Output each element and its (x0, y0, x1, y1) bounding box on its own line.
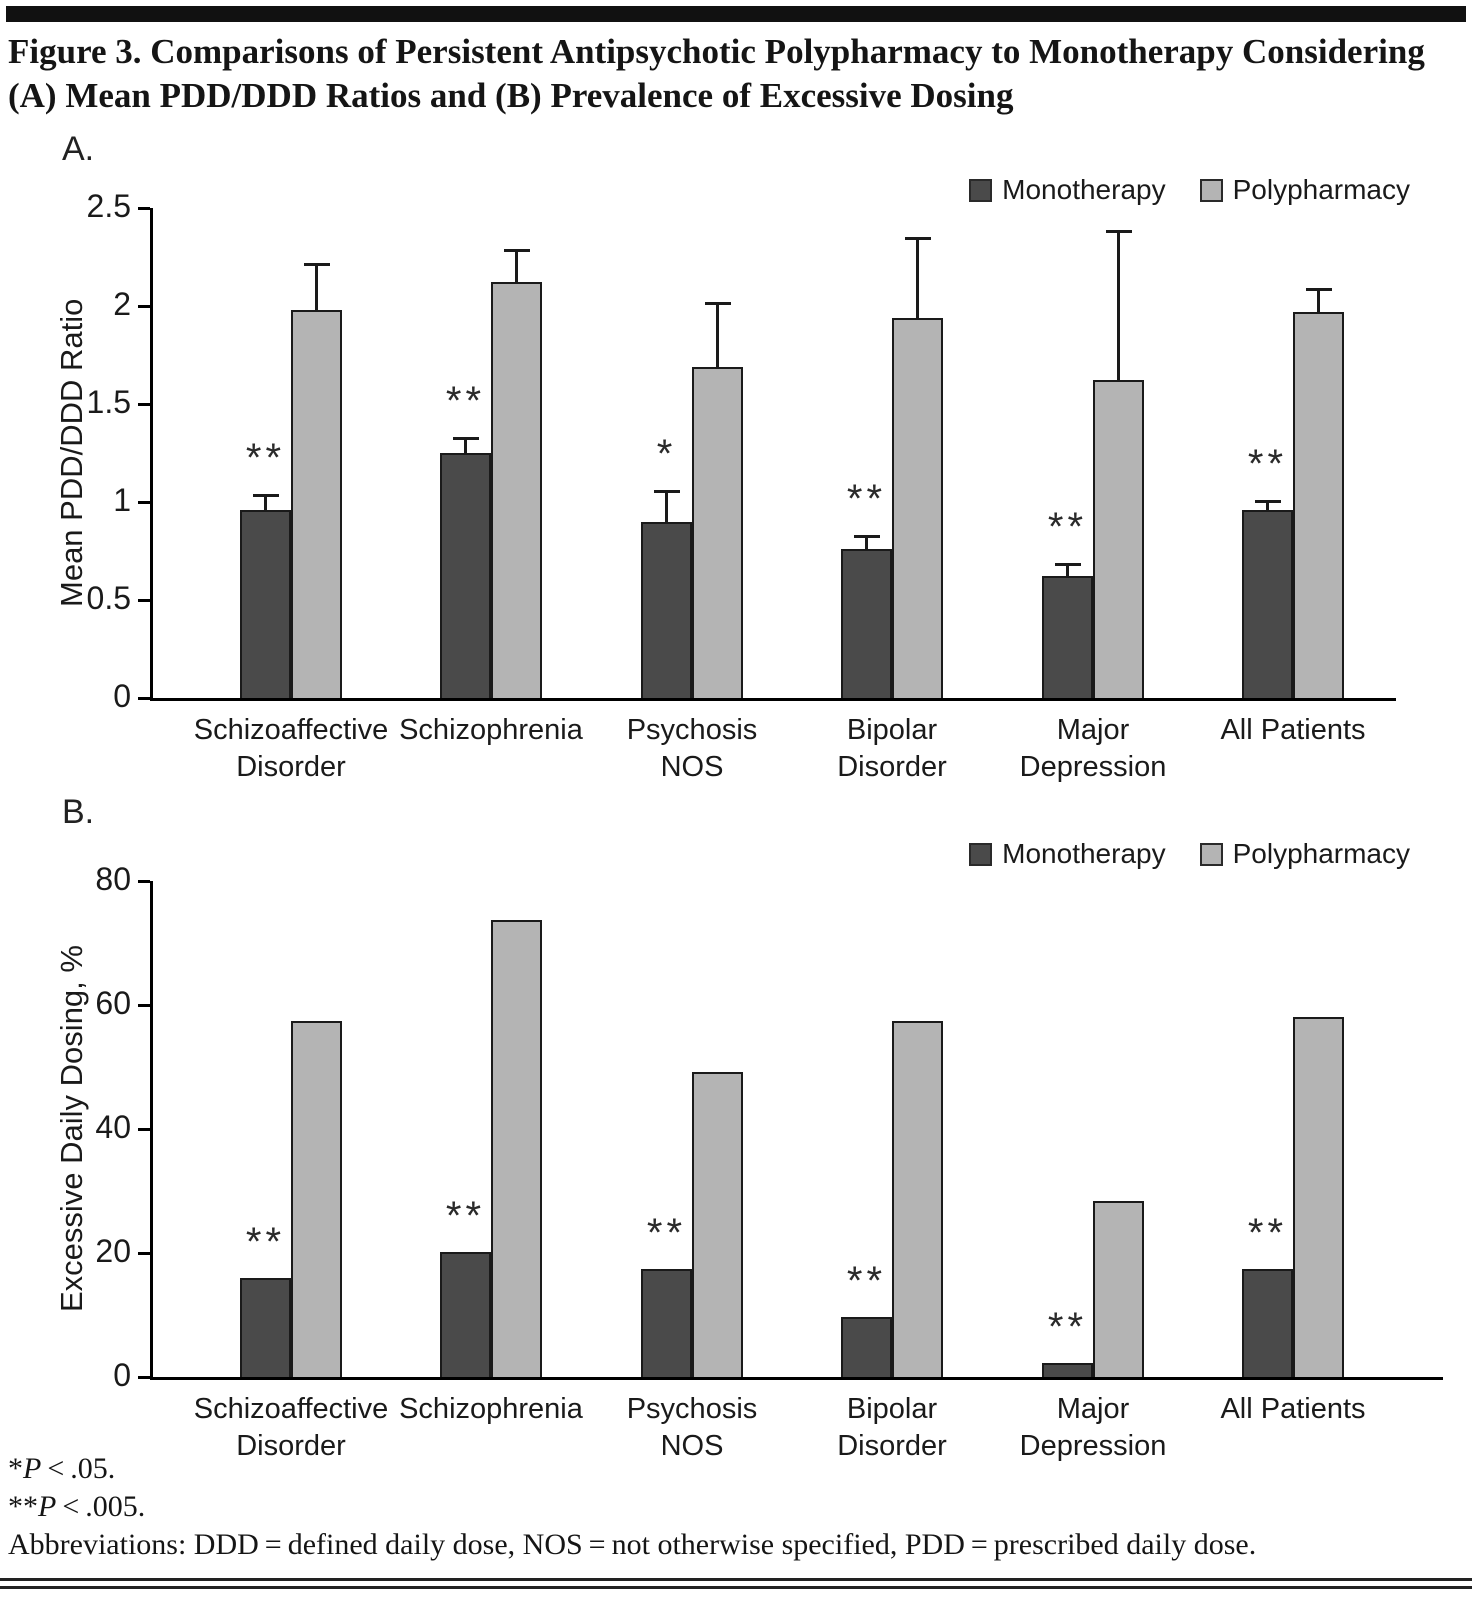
bar-monotherapy-bipolar-disorder (841, 1317, 892, 1377)
bar-monotherapy-psychosis-nos (641, 1269, 692, 1377)
error-cap-monotherapy-all-patients (1255, 500, 1281, 503)
bar-polypharmacy-all-patients (1293, 1017, 1344, 1377)
panel-b-y-axis-title: Excessive Daily Dosing, % (54, 945, 89, 1313)
panel-a-yticklabel-1: 1 (113, 482, 131, 518)
panel-b-ytick-40 (138, 1128, 150, 1131)
legend-swatch-monotherapy (969, 179, 992, 202)
panel-a-yticklabel-1.5: 1.5 (86, 384, 131, 420)
bar-monotherapy-schizoaffective-disorder (240, 510, 291, 698)
bar-monotherapy-bipolar-disorder (841, 549, 892, 698)
panel-a-yticklabel-0.5: 0.5 (86, 580, 131, 616)
xlabel-schizophrenia-line1: Schizophrenia (399, 1393, 583, 1425)
error-cap-polypharmacy-major-depression (1106, 230, 1132, 233)
error-cap-polypharmacy-all-patients (1306, 288, 1332, 291)
xlabel-bipolar-disorder-line1: Bipolar (846, 714, 938, 746)
panel-b-plot-area (95, 861, 1443, 1463)
xlabel-psychosis-nos-line2: NOS (660, 751, 724, 784)
error-cap-monotherapy-schizophrenia (453, 437, 479, 440)
xlabel-psychosis-nos-line1: Psychosis (626, 714, 758, 746)
significance-psychosis-nos: ** (646, 1211, 687, 1256)
footnote-p-05 (8, 1452, 115, 1486)
legend-item-polypharmacy (1200, 174, 1410, 206)
panel-a-ytick-0.5 (138, 599, 150, 602)
xlabel-psychosis-nos-line2: NOS (660, 1430, 724, 1463)
bar-monotherapy-major-depression (1042, 576, 1093, 698)
panel-b-letter: B. (62, 793, 95, 831)
xlabel-major-depression-line2: Depression (1019, 751, 1167, 784)
significance-bipolar-disorder: ** (846, 1258, 887, 1303)
panel-b-yticklabel-80: 80 (95, 861, 131, 897)
footnote-p-005 (8, 1490, 145, 1524)
xlabel-bipolar-disorder-line2: Disorder (837, 1430, 947, 1463)
footnote-2-p: P (38, 1490, 57, 1523)
panel-a-ytick-2 (138, 305, 150, 308)
xlabel-all-patients (1175, 712, 1411, 749)
legend-item-monotherapy (969, 174, 1165, 206)
xlabel-schizoaffective-disorder-line2: Disorder (236, 751, 346, 784)
bar-monotherapy-psychosis-nos (641, 522, 692, 698)
error-bar-polypharmacy-schizophrenia (515, 249, 518, 282)
legend-label-polypharmacy: Polypharmacy (1232, 174, 1410, 205)
footnote-2-rest: < .005. (56, 1490, 146, 1523)
bar-monotherapy-all-patients (1242, 1269, 1293, 1378)
bar-monotherapy-all-patients (1242, 510, 1293, 698)
xlabel-schizoaffective-disorder-line1: Schizoaffective (193, 714, 389, 746)
error-cap-polypharmacy-schizoaffective-disorder (304, 263, 330, 266)
significance-all-patients: ** (1247, 1210, 1288, 1255)
error-bar-polypharmacy-bipolar-disorder (916, 237, 919, 317)
top-rule (6, 6, 1466, 22)
bar-polypharmacy-schizoaffective-disorder (291, 310, 342, 698)
footnote-1-stars: * (8, 1452, 23, 1485)
panel-b-ytick-80 (138, 880, 150, 883)
error-cap-monotherapy-schizoaffective-disorder (253, 494, 279, 497)
bar-polypharmacy-all-patients (1293, 312, 1344, 698)
error-bar-polypharmacy-schizoaffective-disorder (315, 263, 318, 310)
legend-label-polypharmacy: Polypharmacy (1232, 838, 1410, 869)
error-bar-polypharmacy-all-patients (1317, 288, 1320, 312)
panel-a-legend (969, 174, 1410, 206)
figure-title (8, 30, 1468, 118)
error-bar-polypharmacy-major-depression (1117, 230, 1120, 381)
bottom-rule-upper (0, 1578, 1472, 1581)
bar-polypharmacy-psychosis-nos (692, 367, 743, 698)
bar-polypharmacy-schizophrenia (491, 282, 542, 698)
error-bar-monotherapy-psychosis-nos (665, 490, 668, 521)
figure-title-line1: Figure 3. Comparisons of Persistent Antipsychotic Polypharmacy to Monotherapy Considering (8, 32, 1425, 71)
panel-a-yticklabel-2.5: 2.5 (86, 188, 131, 224)
panel-a-ytick-1 (138, 501, 150, 504)
xlabel-bipolar-disorder-line1: Bipolar (846, 1393, 938, 1425)
bar-polypharmacy-bipolar-disorder (892, 1021, 943, 1377)
error-cap-monotherapy-major-depression (1055, 563, 1081, 566)
significance-schizophrenia: ** (445, 1193, 486, 1238)
xlabel-schizophrenia-line1: Schizophrenia (399, 714, 583, 746)
error-cap-polypharmacy-schizophrenia (504, 249, 530, 252)
legend-label-monotherapy: Monotherapy (1002, 838, 1166, 869)
panel-a-y-axis-title: Mean PDD/DDD Ratio (54, 298, 89, 608)
significance-major-depression: ** (1047, 504, 1088, 549)
xlabel-major-depression-line2: Depression (1019, 1430, 1167, 1463)
xlabel-all-patients-line1: All Patients (1220, 714, 1366, 746)
significance-bipolar-disorder: ** (846, 477, 887, 522)
panel-b-ytick-0 (138, 1376, 150, 1379)
legend-swatch-polypharmacy (1200, 843, 1223, 866)
footnote-1-p: P (23, 1452, 42, 1485)
panel-b-yticklabel-40: 40 (95, 1109, 131, 1145)
footnote-1-rest: < .05. (41, 1452, 116, 1485)
xlabel-all-patients-line1: All Patients (1220, 1393, 1366, 1425)
bar-monotherapy-schizophrenia (440, 1252, 491, 1377)
error-cap-monotherapy-psychosis-nos (654, 490, 680, 493)
panel-a-ytick-0 (138, 697, 150, 700)
panel-a-yticklabel-2: 2 (113, 286, 131, 322)
legend-swatch-polypharmacy (1200, 179, 1223, 202)
panel-b-yticklabel-20: 20 (95, 1233, 131, 1269)
bar-monotherapy-schizoaffective-disorder (240, 1278, 291, 1377)
panel-a-ytick-2.5 (138, 207, 150, 210)
significance-major-depression: ** (1047, 1304, 1088, 1349)
panel-b-yticklabel-0: 0 (113, 1357, 131, 1393)
significance-schizoaffective-disorder: ** (245, 436, 286, 481)
panel-b-legend (969, 838, 1410, 870)
footnote-abbreviations: Abbreviations: DDD = defined daily dose, NOS = not otherwise specified, PDD = prescribed daily dose. (8, 1528, 1257, 1561)
panel-a-yticklabel-0: 0 (113, 678, 131, 714)
significance-schizoaffective-disorder: ** (245, 1219, 286, 1264)
xlabel-major-depression-line1: Major (1056, 714, 1130, 746)
panel-a-ytick-1.5 (138, 403, 150, 406)
xlabel-schizoaffective-disorder-line2: Disorder (236, 1430, 346, 1463)
panel-b-ytick-20 (138, 1252, 150, 1255)
legend-label-monotherapy: Monotherapy (1002, 174, 1166, 205)
figure-title-line2: (A) Mean PDD/DDD Ratios and (B) Prevalence of Excessive Dosing (8, 76, 1014, 116)
error-cap-polypharmacy-bipolar-disorder (905, 237, 931, 240)
significance-schizophrenia: ** (445, 379, 486, 424)
bottom-rule-lower (0, 1586, 1472, 1589)
error-bar-polypharmacy-psychosis-nos (716, 302, 719, 367)
xlabel-schizoaffective-disorder-line1: Schizoaffective (193, 1393, 389, 1425)
xlabel-psychosis-nos-line1: Psychosis (626, 1393, 758, 1425)
footnote-2-stars: ** (8, 1490, 38, 1523)
bar-monotherapy-schizophrenia (440, 453, 491, 698)
panel-a-letter: A. (62, 130, 95, 168)
significance-psychosis-nos: * (656, 432, 677, 477)
bar-monotherapy-major-depression (1042, 1363, 1093, 1377)
panel-b-ytick-60 (138, 1004, 150, 1007)
xlabel-bipolar-disorder-line2: Disorder (837, 751, 947, 784)
error-cap-monotherapy-bipolar-disorder (854, 535, 880, 538)
bar-polypharmacy-schizoaffective-disorder (291, 1021, 342, 1378)
xlabel-all-patients (1175, 1391, 1411, 1428)
legend-item-polypharmacy (1200, 838, 1410, 870)
panel-b-yticklabel-60: 60 (95, 985, 131, 1021)
error-cap-polypharmacy-psychosis-nos (705, 302, 731, 305)
bar-polypharmacy-schizophrenia (491, 920, 542, 1377)
legend-swatch-monotherapy (969, 843, 992, 866)
significance-all-patients: ** (1247, 442, 1288, 487)
xlabel-major-depression-line1: Major (1056, 1393, 1130, 1425)
legend-item-monotherapy (969, 838, 1165, 870)
bar-polypharmacy-major-depression (1093, 1201, 1144, 1377)
